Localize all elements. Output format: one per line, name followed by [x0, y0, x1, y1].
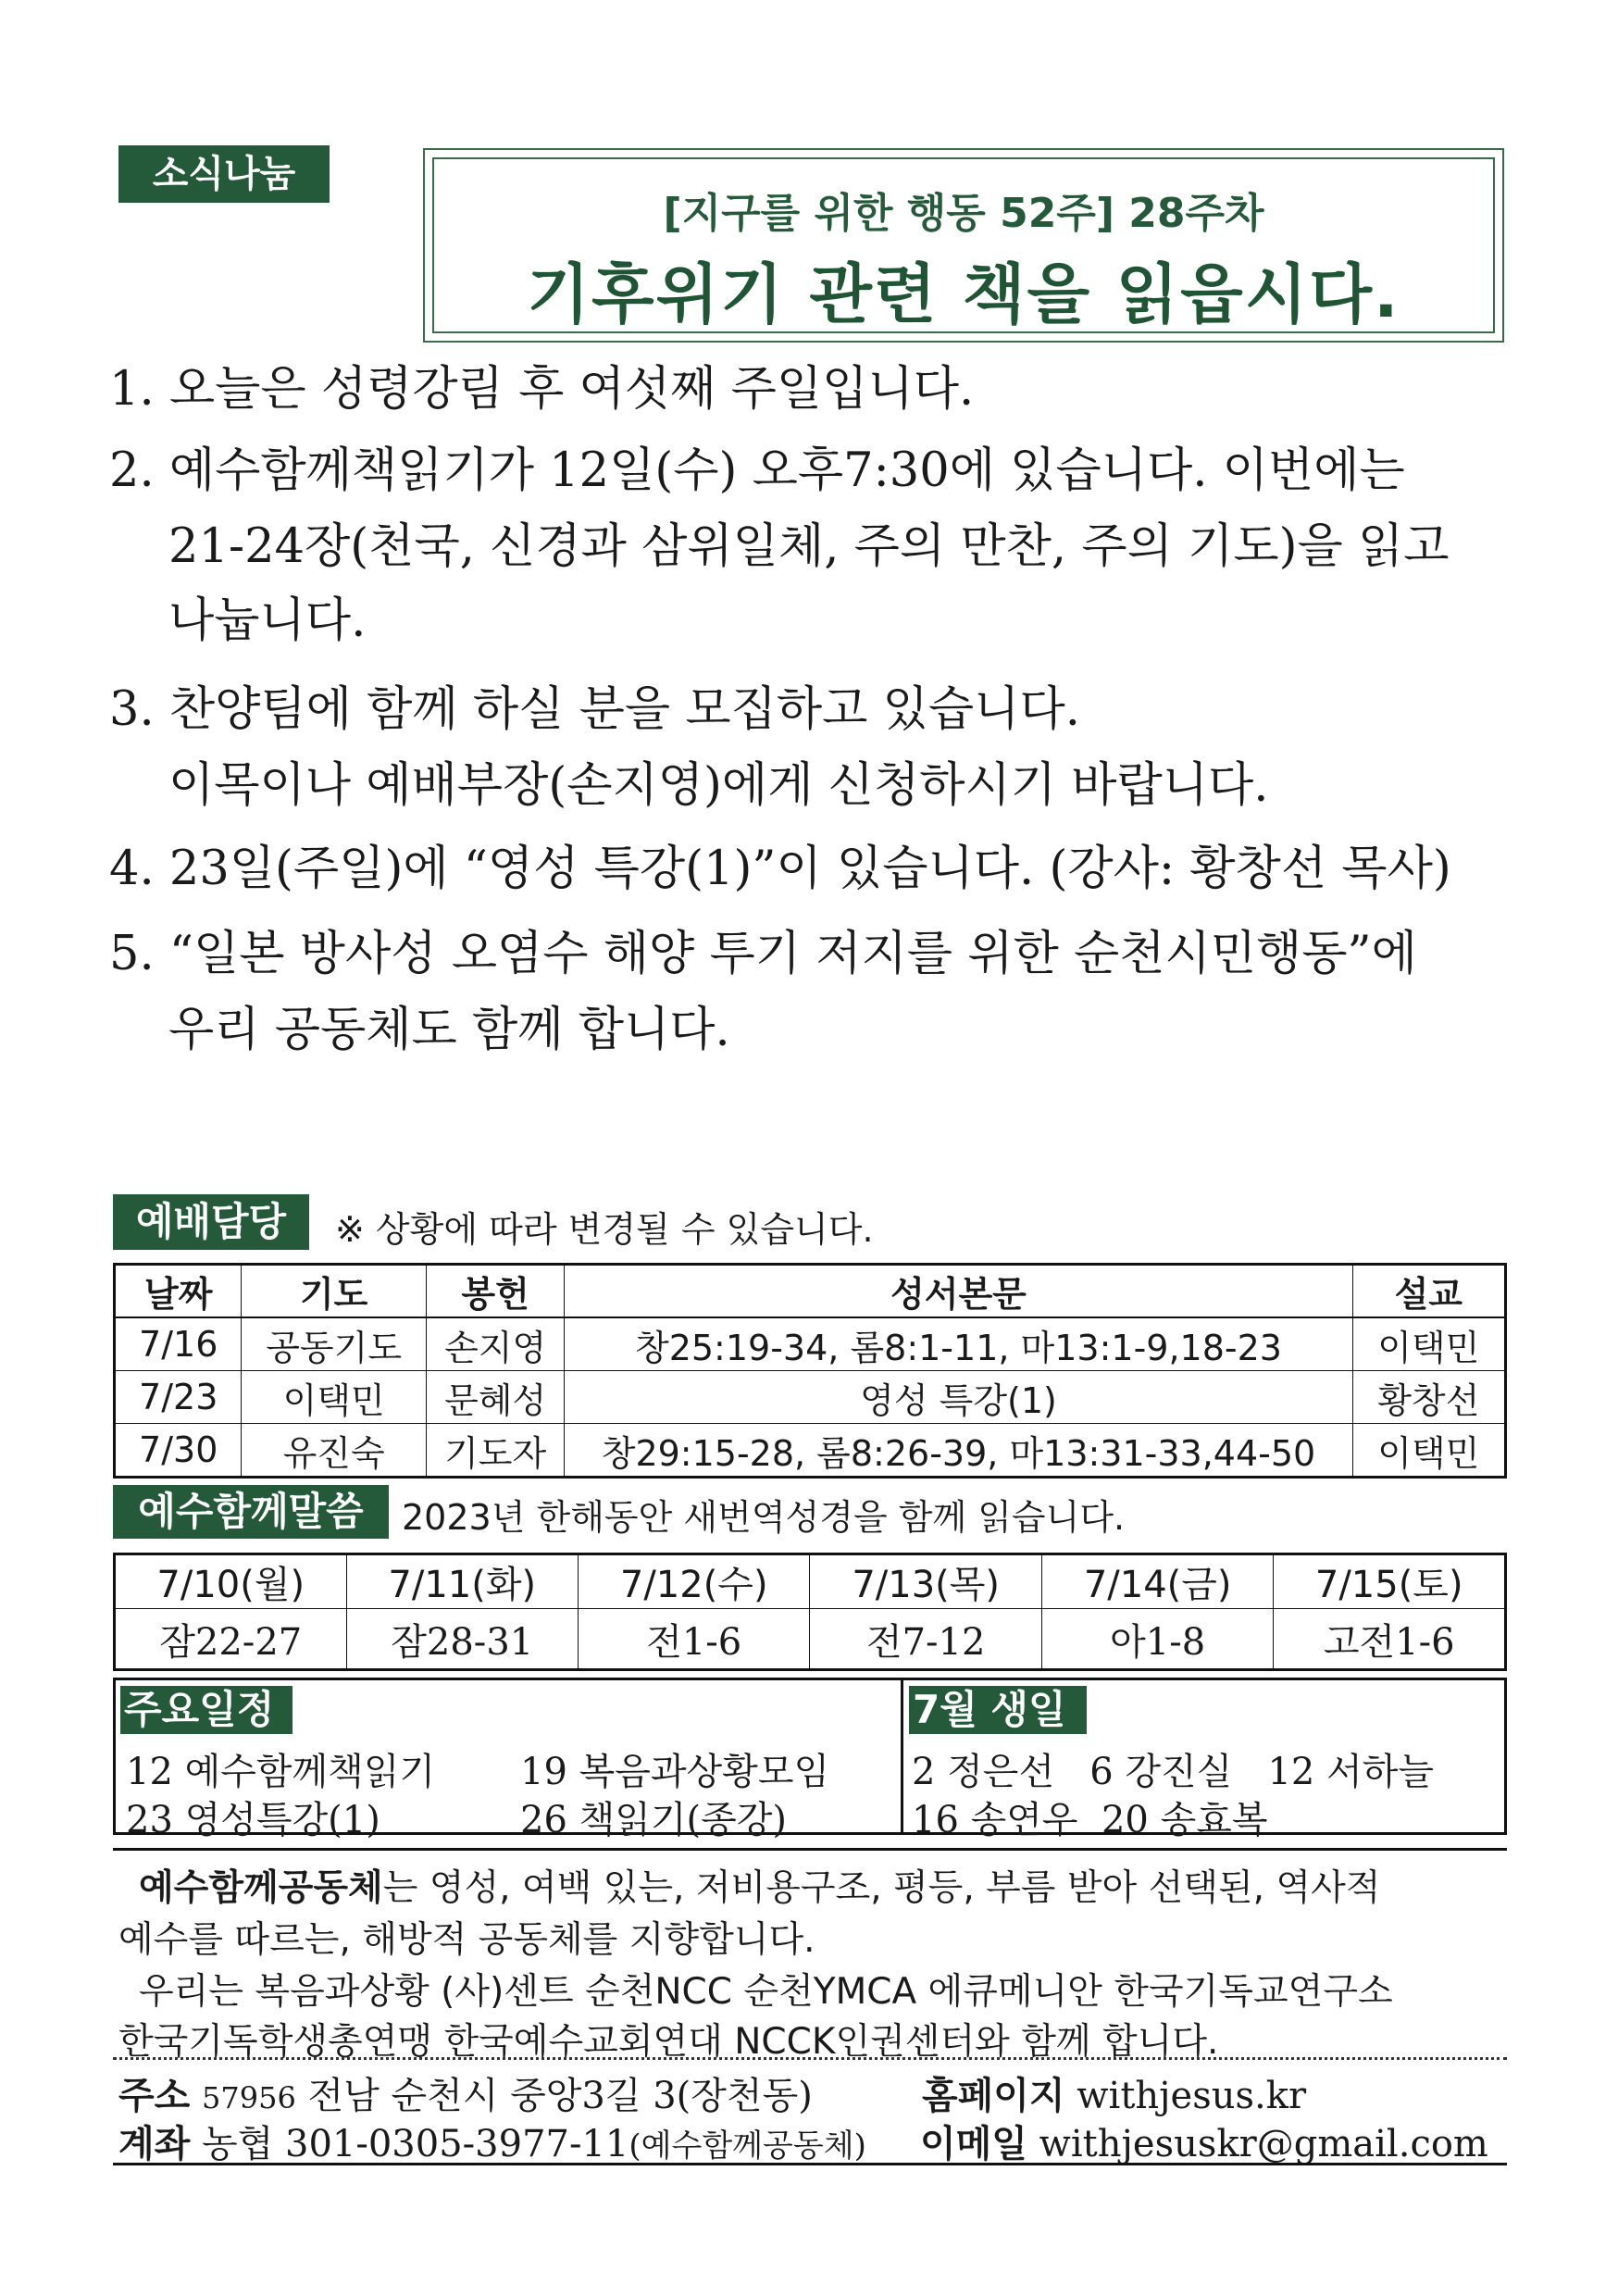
- announcement-3: 3. 찬양팀에 함께 하실 분을 모집하고 있습니다.: [109, 682, 1080, 737]
- reading-day: 7/10(월): [115, 1554, 347, 1609]
- reading-book: 전1-6: [578, 1609, 809, 1670]
- reading-day: 7/12(수): [578, 1554, 809, 1609]
- account-number: 농협 301-0305-3977-11: [202, 2123, 629, 2165]
- section-tag-schedule: 주요일정: [120, 1686, 292, 1734]
- cell-scripture: 영성 특강(1): [565, 1371, 1352, 1424]
- footer-homepage-row: [922, 2066, 1306, 2119]
- announcement-3-cont: 이목이나 예배부장(손지영)에게 신청하시기 바랍니다.: [168, 758, 1269, 813]
- reading-book: 잠28-31: [346, 1609, 578, 1670]
- header-prayer: 기도: [242, 1265, 426, 1318]
- reading-book: 고전1-6: [1274, 1609, 1506, 1670]
- reading-days-row: [115, 1554, 1506, 1609]
- birthday-line-1: 2 정은선 6 강진실 12 서하늘: [912, 1751, 1434, 1793]
- announcement-1: 1. 오늘은 성령강림 후 여섯째 주일입니다.: [109, 362, 975, 417]
- account-holder: (예수함께공동체): [629, 2128, 866, 2165]
- reading-books-row: [115, 1609, 1506, 1670]
- dotted-divider: [113, 2057, 1507, 2060]
- schedule-item: 12 예수함께책읽기: [126, 1751, 436, 1793]
- reading-book: 잠22-27: [115, 1609, 347, 1670]
- reading-day: 7/15(토): [1274, 1554, 1506, 1609]
- community-line-3: 우리는 복음과상황 (사)센트 순천NCC 순천YMCA 에큐메니안 한국기독교연구소: [139, 1971, 1393, 2013]
- schedule-item: 19 복음과상황모임: [520, 1751, 830, 1793]
- cell-offering: 문혜성: [426, 1371, 565, 1424]
- cell-date: 7/23: [115, 1371, 242, 1424]
- cell-offering: 기도자: [426, 1424, 565, 1478]
- cell-sermon: 이택민: [1352, 1317, 1505, 1371]
- birthday-line-2: 16 송연우 20 송효복: [912, 1799, 1268, 1841]
- cell-scripture: 창25:19-34, 롬8:1-11, 마13:1-9,18-23: [565, 1317, 1352, 1371]
- word-note: 2023년 한해동안 새번역성경을 함께 읽습니다.: [402, 1497, 1126, 1538]
- reading-day: 7/14(금): [1041, 1554, 1273, 1609]
- schedule-item: 26 책읽기(종강): [520, 1799, 788, 1841]
- section-tag-news: 소식나눔: [118, 145, 330, 203]
- section-tag-worship: 예배담당: [113, 1194, 309, 1250]
- cell-sermon: 이택민: [1352, 1424, 1505, 1478]
- community-line-1-text: 는 영성, 여백 있는, 저비용구조, 평등, 부름 받아 선택된, 역사적: [382, 1867, 1381, 1909]
- reading-day: 7/11(화): [346, 1554, 578, 1609]
- announcement-5-cont: 우리 공동체도 함께 합니다.: [168, 1003, 730, 1057]
- homepage-label: 홈페이지: [922, 2075, 1065, 2117]
- header-offering: 봉헌: [426, 1265, 565, 1318]
- worship-table: [113, 1263, 1507, 1479]
- announcement-2-cont2: 나눕니다.: [168, 593, 367, 648]
- schedule-item: 23 영성특강(1): [126, 1799, 380, 1841]
- homepage-link[interactable]: withjesus.kr: [1077, 2075, 1307, 2117]
- worship-note: ※ 상황에 따라 변경될 수 있습니다.: [335, 1209, 874, 1250]
- community-line-4: 한국기독학생총연맹 한국예수교회연대 NCCK인권센터와 함께 합니다.: [118, 2021, 1219, 2063]
- cell-date: 7/30: [115, 1424, 242, 1478]
- reading-day: 7/13(목): [810, 1554, 1041, 1609]
- announcement-5: 5. “일본 방사성 오염수 해양 투기 저지를 위한 순천시민행동”에: [109, 927, 1417, 981]
- reading-book: 아1-8: [1041, 1609, 1273, 1670]
- bottom-rule: [113, 2163, 1507, 2165]
- box-divider: [901, 1680, 903, 1832]
- community-name: 예수함께공동체: [139, 1867, 383, 1909]
- cell-offering: 손지영: [426, 1317, 565, 1371]
- email-link[interactable]: withjesuskr@gmail.com: [1039, 2123, 1488, 2165]
- table-row: [115, 1371, 1506, 1424]
- header-sermon: 설교: [1352, 1265, 1505, 1318]
- table-row: [115, 1317, 1506, 1371]
- footer-account-row: [118, 2115, 866, 2167]
- headline-title: 기후위기 관련 책을 읽읍시다.: [527, 256, 1400, 332]
- headline-inner-border: [432, 157, 1495, 333]
- footer-address-row: [118, 2066, 813, 2119]
- footer-email-row: [920, 2115, 1488, 2167]
- email-label: 이메일: [920, 2123, 1027, 2165]
- cell-prayer: 공동기도: [242, 1317, 426, 1371]
- table-row: [115, 1424, 1506, 1478]
- cell-prayer: 유진숙: [242, 1424, 426, 1478]
- address-label: 주소: [118, 2075, 191, 2117]
- announcement-2: 2. 예수함께책읽기가 12일(수) 오후7:30에 있습니다. 이번에는: [109, 443, 1405, 498]
- cell-sermon: 황창선: [1352, 1371, 1505, 1424]
- cell-date: 7/16: [115, 1317, 242, 1371]
- divider-line: [113, 1848, 1507, 1851]
- header-date: 날짜: [115, 1265, 242, 1318]
- cell-scripture: 창29:15-28, 롬8:26-39, 마13:31-33,44-50: [565, 1424, 1352, 1478]
- section-tag-word: 예수함께말씀: [113, 1485, 389, 1539]
- address-text: 전남 순천시 중앙3길 3(장천동): [307, 2075, 813, 2117]
- reading-table: [113, 1553, 1507, 1671]
- reading-book: 전7-12: [810, 1609, 1041, 1670]
- section-tag-birthdays: 7월 생일: [909, 1686, 1087, 1734]
- table-header-row: [115, 1265, 1506, 1318]
- address-zip: 57956: [202, 2080, 296, 2115]
- account-label: 계좌: [118, 2123, 191, 2165]
- announcement-2-cont: 21-24장(천국, 신경과 삼위일체, 주의 만찬, 주의 기도)을 읽고: [168, 519, 1450, 574]
- community-line-1: [139, 1859, 1380, 1911]
- community-line-2: 예수를 따르는, 해방적 공동체를 지향합니다.: [118, 1919, 815, 1961]
- headline-subtitle: [지구를 위한 행동 52주] 28주차: [663, 190, 1264, 237]
- headline-box: [423, 148, 1504, 343]
- cell-prayer: 이택민: [242, 1371, 426, 1424]
- header-scripture: 성서본문: [565, 1265, 1352, 1318]
- announcement-4: 4. 23일(주일)에 “영성 특강(1)”이 있습니다. (강사: 황창선 목사): [109, 842, 1451, 896]
